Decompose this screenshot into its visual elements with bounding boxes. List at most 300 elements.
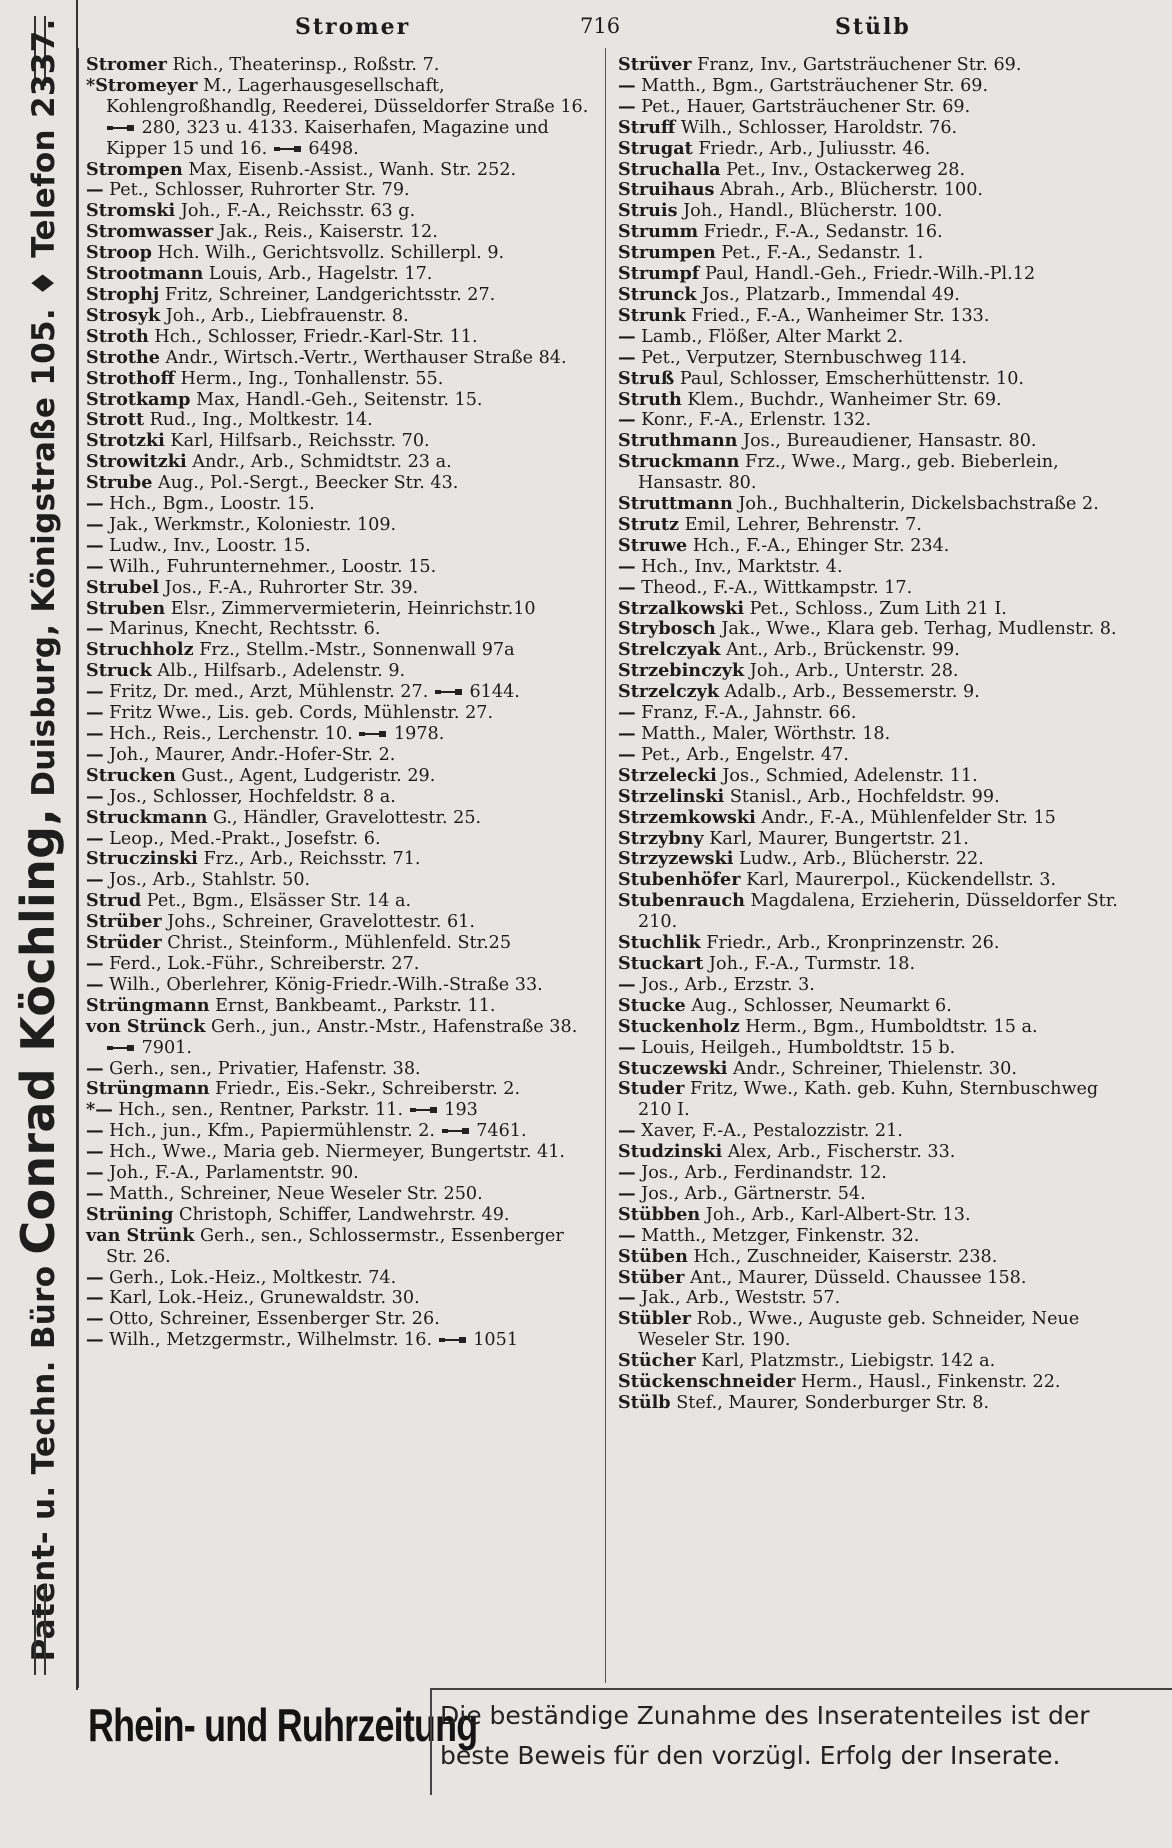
directory-entry	[86, 494, 596, 515]
entry-surname: *—	[86, 1099, 113, 1121]
entry-details: Wilh., Fuhrunternehmer., Loostr. 15.	[103, 556, 437, 577]
entry-surname: —	[618, 555, 636, 577]
entry-details: Frz., Stellm.-Mstr., Sonnenwall 97a	[193, 640, 515, 661]
directory-entry	[86, 599, 596, 620]
directory-entry	[618, 1059, 1133, 1080]
entry-surname: Strüver	[618, 54, 692, 75]
entry-surname: Strophj	[86, 283, 160, 305]
entry-surname: Strzybny	[618, 827, 704, 849]
directory-entry	[86, 410, 596, 431]
directory-entry	[618, 954, 1133, 975]
entry-details: Ludw., Inv., Loostr. 15.	[103, 535, 311, 556]
directory-entry	[618, 97, 1133, 118]
entry-surname: Strüber	[86, 911, 162, 933]
entry-details: Aug., Pol.-Sergt., Beecker Str. 43.	[152, 473, 459, 494]
entry-details: Ant., Maurer, Düsseld. Chaussee 158.	[684, 1267, 1027, 1288]
entry-details: Andr., Arb., Schmidtstr. 23 a.	[186, 452, 452, 473]
entry-details: G., Händler, Gravelottestr. 25.	[207, 807, 482, 828]
entry-surname: —	[86, 179, 104, 201]
entry-details: Jos., Arb., Stahlstr. 50.	[103, 870, 311, 891]
entry-surname: Strüngmann	[86, 994, 210, 1016]
entry-surname: Stücher	[618, 1350, 696, 1372]
entry-surname: Struben	[86, 597, 166, 619]
entry-details: Gerh., Lok.-Heiz., Moltkestr. 74.	[103, 1267, 397, 1288]
directory-entry	[618, 1163, 1133, 1184]
entry-surname: *Stromeyer	[86, 74, 198, 96]
entry-surname: —	[618, 325, 636, 347]
entry-details: Ferd., Lok.-Führ., Schreiberstr. 27.	[103, 953, 420, 974]
directory-entry	[618, 1247, 1133, 1268]
directory-entry	[86, 348, 596, 369]
entry-details: Rud., Ing., Moltkestr. 14.	[144, 410, 373, 431]
entry-details: Abrah., Arb., Blücherstr. 100.	[714, 180, 984, 201]
header-first-entry: Stromer	[295, 14, 411, 40]
phone-number: 6144.	[463, 682, 520, 703]
telephone-receiver-icon	[441, 1126, 471, 1136]
entry-details: Elsr., Zimmervermieterin, Heinrichstr.10	[165, 598, 536, 619]
entry-surname: Stübler	[618, 1308, 692, 1330]
entry-surname: Strowitzki	[86, 451, 187, 473]
entry-details: Friedr., Arb., Kronprinzenstr. 26.	[700, 933, 1000, 954]
entry-details: Andr., Schreiner, Thielenstr. 30.	[727, 1058, 1017, 1079]
directory-entry	[86, 1184, 596, 1205]
footer-line-1: Die beständige Zunahme des Inseratenteiles ist der	[440, 1701, 1090, 1730]
directory-entry	[618, 1184, 1133, 1205]
directory-entry	[618, 536, 1133, 557]
entry-surname: Strzemkowski	[618, 806, 756, 828]
directory-entry	[618, 285, 1133, 306]
entry-surname: —	[618, 723, 636, 744]
entry-details: Joh., Arb., Liebfrauenstr. 8.	[160, 305, 409, 326]
entry-details: Hch. Wilh., Gerichtsvollz. Schillerpl. 9.	[151, 243, 505, 264]
entry-surname: Struthmann	[618, 430, 738, 452]
entry-details: Jak., Arb., Weststr. 57.	[635, 1288, 841, 1309]
entry-details: Pet., Hauer, Gartsträuchener Str. 69.	[635, 96, 971, 117]
directory-entry	[86, 766, 596, 787]
entry-surname: —	[618, 973, 636, 995]
entry-details: M., Lagerhausgesellschaft, Kohlengroßhandlg, Reederei, Düsseldorfer Straße 16.	[106, 75, 589, 117]
directory-entry	[86, 703, 596, 724]
entry-details: Joh., Arb., Unterstr. 28.	[744, 661, 959, 682]
entry-details: Alex, Arb., Fischerstr. 33.	[722, 1142, 956, 1163]
entry-surname: —	[86, 555, 104, 577]
entry-details: Pet., Bgm., Elsässer Str. 14 a.	[141, 891, 412, 912]
entry-details: Gerh., jun., Anstr.-Mstr., Hafenstraße 38.	[205, 1016, 578, 1037]
directory-entry	[86, 724, 596, 745]
directory-entry	[86, 829, 596, 850]
entry-surname: Struckmann	[86, 806, 208, 828]
directory-entry	[618, 327, 1133, 348]
entry-surname: Struff	[618, 116, 676, 138]
entry-details: Max, Handl.-Geh., Seitenstr. 15.	[190, 389, 483, 410]
entry-surname: Strzyzewski	[618, 848, 734, 870]
footer-line-2: beste Beweis für den vorzügl. Erfolg der Inserate.	[440, 1741, 1061, 1770]
entry-details: Friedr., Eis.-Sekr., Schreiberstr. 2.	[209, 1079, 521, 1100]
entry-details: Jos., Schlosser, Hochfeldstr. 8 a.	[103, 786, 396, 807]
directory-entry	[86, 1079, 596, 1100]
entry-surname: Struczinski	[86, 848, 198, 870]
entry-surname: Strüder	[86, 932, 162, 954]
directory-entry	[618, 1288, 1133, 1309]
directory-entry	[618, 745, 1133, 766]
telephone-receiver-icon	[106, 1043, 136, 1053]
directory-entry	[86, 1059, 596, 1080]
entry-surname: Strothoff	[86, 367, 175, 389]
entry-details: Leop., Med.-Prakt., Josefstr. 6.	[103, 828, 381, 849]
entry-details: Aug., Schlosser, Neumarkt 6.	[685, 995, 952, 1016]
directory-entry	[86, 1205, 596, 1226]
entry-details: Lamb., Flößer, Alter Markt 2.	[635, 326, 904, 347]
entry-details: Karl, Maurerpol., Kückendellstr. 3.	[740, 870, 1057, 891]
directory-entry	[86, 264, 596, 285]
directory-entry	[618, 139, 1133, 160]
entry-surname: —	[618, 743, 636, 765]
entry-details: Friedr., F.-A., Sedanstr. 16.	[698, 222, 943, 243]
entry-surname: —	[86, 493, 104, 515]
entry-surname: Strelczyak	[618, 639, 721, 661]
entry-surname: Struck	[86, 660, 152, 682]
entry-surname: Strotzki	[86, 430, 165, 452]
entry-surname: —	[618, 702, 636, 724]
entry-surname: —	[618, 346, 636, 368]
directory-entry	[86, 473, 596, 494]
entry-surname: —	[618, 1224, 636, 1246]
directory-entry	[618, 870, 1133, 891]
directory-entry	[86, 327, 596, 348]
entry-surname: —	[86, 702, 104, 724]
entry-surname: —	[618, 409, 636, 431]
entry-details: Johs., Schreiner, Gravelottestr. 61.	[161, 912, 475, 933]
directory-entry	[618, 787, 1133, 808]
entry-surname: Stüben	[618, 1245, 688, 1267]
directory-entry	[618, 243, 1133, 264]
entry-details: Fritz, Wwe., Kath. geb. Kuhn, Sternbuschweg 210 I.	[638, 1079, 1099, 1121]
entry-surname: Stroth	[86, 325, 149, 347]
directory-entry	[618, 599, 1133, 620]
directory-entry	[618, 201, 1133, 222]
directory-entry	[618, 1309, 1133, 1351]
entry-surname: Strott	[86, 409, 145, 431]
entry-surname: Stubenhöfer	[618, 869, 741, 891]
directory-entry	[86, 390, 596, 411]
directory-entry	[86, 536, 596, 557]
entry-surname: Strotkamp	[86, 388, 191, 410]
telephone-receiver-icon	[434, 687, 464, 697]
phone-number: 193	[438, 1100, 478, 1121]
entry-surname: —	[86, 618, 104, 640]
entry-details: Jos., Platzarb., Immendal 49.	[696, 284, 960, 305]
directory-entry	[618, 55, 1133, 76]
directory-entry	[86, 787, 596, 808]
entry-details: Karl, Hilfsarb., Reichsstr. 70.	[164, 431, 430, 452]
directory-entry	[618, 703, 1133, 724]
entry-details: Karl, Maurer, Bungertstr. 21.	[703, 828, 969, 849]
entry-details: Wilh., Metzgermstr., Wilhelmstr. 16.	[103, 1330, 433, 1351]
entry-surname: Strunck	[618, 283, 697, 305]
directory-entry	[618, 933, 1133, 954]
entry-surname: Stuczewski	[618, 1057, 728, 1079]
entry-surname: —	[86, 513, 104, 535]
entry-surname: —	[86, 1308, 104, 1330]
phone-number: 7461.	[470, 1121, 527, 1142]
entry-details: Jos., F.-A., Ruhrorter Str. 39.	[159, 577, 419, 598]
entry-details: Joh., F.-A., Parlamentstr. 90.	[103, 1163, 359, 1184]
entry-details: Jak., Werkmstr., Koloniestr. 109.	[103, 514, 397, 535]
entry-details: Joh., Buchhalterin, Dickelsbachstraße 2.	[732, 494, 1099, 515]
directory-entry	[86, 1330, 596, 1351]
entry-surname: Stromwasser	[86, 221, 214, 243]
entry-details: Fritz Wwe., Lis. geb. Cords, Mühlenstr. 27.	[103, 703, 494, 724]
entry-details: Theod., F.-A., Wittkampstr. 17.	[635, 577, 913, 598]
entry-surname: —	[86, 1266, 104, 1288]
directory-entry	[86, 682, 596, 703]
entry-surname: Strucken	[86, 764, 176, 786]
entry-details: Friedr., Arb., Juliusstr. 46.	[692, 138, 931, 159]
phone-number: 7901.	[136, 1037, 192, 1058]
directory-entry	[618, 160, 1133, 181]
entry-surname: Stromer	[86, 54, 167, 75]
entry-surname: Strube	[86, 472, 153, 494]
entry-surname: Strzalkowski	[618, 597, 745, 619]
right-column	[618, 55, 1133, 1414]
directory-entry	[618, 118, 1133, 139]
directory-entry	[618, 264, 1133, 285]
directory-entry	[86, 369, 596, 390]
entry-details: Wilh., Schlosser, Haroldstr. 76.	[675, 117, 958, 138]
entry-details: Klem., Buchdr., Wanheimer Str. 69.	[681, 389, 1002, 410]
directory-entry	[86, 849, 596, 870]
directory-entry	[618, 808, 1133, 829]
directory-entry	[86, 933, 596, 954]
directory-entry	[86, 160, 596, 181]
entry-details: Louis, Heilgeh., Humboldtstr. 15 b.	[635, 1037, 956, 1058]
entry-surname: Struttmann	[618, 493, 733, 515]
entry-details: Joh., Handl., Blücherstr. 100.	[677, 201, 943, 222]
directory-entry	[618, 1079, 1133, 1121]
entry-surname: —	[86, 1182, 104, 1204]
entry-surname: von Strünck	[86, 1015, 206, 1037]
directory-entry	[618, 306, 1133, 327]
entry-surname: Strud	[86, 890, 142, 912]
entry-details: Gerh., sen., Privatier, Hafenstr. 38.	[103, 1058, 421, 1079]
entry-surname: Struihaus	[618, 179, 715, 201]
directory-entry	[618, 180, 1133, 201]
directory-entry	[618, 1017, 1133, 1038]
entry-surname: Strunk	[618, 304, 686, 326]
directory-entry	[86, 619, 596, 640]
entry-details: Jos., Arb., Ferdinandstr. 12.	[635, 1163, 887, 1184]
entry-surname: Stroop	[86, 242, 152, 264]
entry-details: Hch., Wwe., Maria geb. Niermeyer, Bungertstr. 41.	[103, 1142, 566, 1163]
entry-surname: —	[618, 1120, 636, 1142]
entry-surname: —	[618, 1182, 636, 1204]
entry-surname: Strüning	[86, 1203, 174, 1225]
entry-surname: Struis	[618, 200, 678, 222]
entry-details: Frz., Arb., Reichsstr. 71.	[197, 849, 421, 870]
entry-details: Pet., Arb., Engelstr. 47.	[635, 744, 849, 765]
telephone-receiver-icon	[438, 1335, 468, 1345]
entry-details: Gust., Agent, Ludgeristr. 29.	[175, 765, 436, 786]
directory-entry	[86, 1017, 596, 1059]
directory-entry	[618, 975, 1133, 996]
left-column	[86, 55, 596, 1351]
directory-entry	[618, 76, 1133, 97]
directory-entry	[618, 369, 1133, 390]
entry-details: Konr., F.-A., Erlenstr. 132.	[635, 410, 872, 431]
entry-surname: Stuckart	[618, 952, 704, 974]
entry-details: Hch., Zuschneider, Kaiserstr. 238.	[687, 1246, 998, 1267]
entry-details: Pet., Inv., Ostackerweg 28.	[720, 159, 966, 180]
directory-entry	[86, 745, 596, 766]
entry-surname: —	[618, 1287, 636, 1309]
directory-entry	[618, 891, 1133, 933]
directory-entry	[86, 76, 596, 160]
entry-surname: Struwe	[618, 534, 688, 556]
footer-slogan	[440, 1696, 1160, 1776]
entry-details: Hch., sen., Rentner, Parkstr. 11.	[112, 1100, 404, 1121]
directory-entry	[618, 1268, 1133, 1289]
entry-surname: Studzinski	[618, 1141, 723, 1163]
entry-details: Xaver, F.-A., Pestalozzistr. 21.	[635, 1121, 903, 1142]
entry-surname: —	[86, 869, 104, 891]
entry-surname: —	[86, 973, 104, 995]
entry-surname: Stückenschneider	[618, 1371, 796, 1393]
entry-details: Pet., Verputzer, Sternbuschweg 114.	[635, 347, 967, 368]
entry-surname: —	[618, 95, 636, 117]
directory-entry	[86, 1226, 596, 1268]
entry-surname: Struchholz	[86, 639, 194, 661]
phone-number: 280, 323 u. 4133.	[136, 117, 299, 138]
directory-entry	[618, 494, 1133, 515]
entry-details: Herm., Ing., Tonhallenstr. 55.	[174, 368, 444, 389]
directory-entry	[86, 55, 596, 76]
entry-surname: Struth	[618, 388, 682, 410]
directory-entry	[86, 452, 596, 473]
directory-entry	[618, 996, 1133, 1017]
entry-surname: van Strünk	[86, 1224, 195, 1246]
entry-details: Pet., F.-A., Sedanstr. 1.	[715, 243, 924, 264]
entry-surname: Stüber	[618, 1266, 685, 1288]
entry-details: Jos., Schmied, Adelenstr. 11.	[716, 765, 978, 786]
directory-entry	[618, 578, 1133, 599]
entry-details: Louis, Arb., Hagelstr. 17.	[203, 264, 433, 285]
entry-surname: —	[86, 681, 104, 703]
entry-surname: —	[86, 534, 104, 556]
entry-details: Karl, Platzmstr., Liebigstr. 142 a.	[695, 1351, 996, 1372]
entry-details: Adalb., Arb., Bessemerstr. 9.	[719, 682, 980, 703]
entry-details: Andr., Wirtsch.-Vertr., Werthauser Straße 84.	[159, 347, 567, 368]
entry-details: Pet., Schlosser, Ruhrorter Str. 79.	[103, 180, 410, 201]
directory-entry	[86, 1163, 596, 1184]
entry-details: Emil, Lehrer, Behrenstr. 7.	[679, 514, 922, 535]
directory-entry	[86, 912, 596, 933]
entry-details-extra: Kaiserhafen, Magazine und Kipper 15 und 16.	[106, 117, 549, 159]
entry-details: Rich., Theaterinsp., Roßstr. 7.	[166, 55, 440, 75]
directory-entry	[86, 808, 596, 829]
directory-entry	[86, 1309, 596, 1330]
entry-details: Max, Eisenb.-Assist., Wanh. Str. 252.	[182, 159, 517, 180]
entry-surname: Strutz	[618, 513, 680, 535]
side-ad-text	[11, 18, 65, 1661]
directory-entry	[618, 766, 1133, 787]
entry-surname: —	[86, 1162, 104, 1184]
directory-entry	[86, 996, 596, 1017]
entry-surname: —	[86, 952, 104, 974]
telephone-receiver-icon	[409, 1105, 439, 1115]
entry-details: Paul, Handl.-Geh., Friedr.-Wilh.-Pl.12	[699, 264, 1036, 285]
entry-details: Marinus, Knecht, Rechtsstr. 6.	[103, 619, 381, 640]
page-header	[80, 8, 1152, 44]
entry-surname: Struchalla	[618, 158, 721, 180]
entry-surname: Strzelinski	[618, 785, 725, 807]
directory-entry	[86, 954, 596, 975]
entry-details: Ludw., Arb., Blücherstr. 22.	[733, 849, 984, 870]
entry-surname: Strüngmann	[86, 1078, 210, 1100]
entry-surname: Stülb	[618, 1392, 671, 1413]
entry-details: Pet., Schloss., Zum Lith 21 I.	[744, 598, 1007, 619]
entry-surname: Stucke	[618, 994, 686, 1016]
directory-entry	[86, 180, 596, 201]
phone-number: 1051	[467, 1330, 519, 1351]
entry-surname: Strumpf	[618, 263, 700, 285]
entry-details: Hch., Reis., Lerchenstr. 10.	[103, 724, 353, 744]
entry-details: Joh., Arb., Karl-Albert-Str. 13.	[700, 1204, 971, 1225]
entry-details: Karl, Lok.-Heiz., Grunewaldstr. 30.	[103, 1288, 420, 1309]
newspaper-logo: Rhein- und Ruhrzeitung	[88, 1699, 478, 1751]
directory-entry	[618, 348, 1133, 369]
directory-entry	[86, 515, 596, 536]
entry-details: Alb., Hilfsarb., Adelenstr. 9.	[151, 661, 406, 682]
entry-details: Wilh., Oberlehrer, König-Friedr.-Wilh.-Straße 33.	[103, 974, 543, 995]
directory-entry	[618, 661, 1133, 682]
entry-details: Fried., F.-A., Wanheimer Str. 133.	[685, 305, 990, 326]
directory-entry	[618, 410, 1133, 431]
entry-surname: Struckmann	[618, 451, 740, 473]
phone-number: 6498.	[302, 138, 359, 159]
entry-details: Stef., Maurer, Sonderburger Str. 8.	[670, 1393, 990, 1413]
directory-entry	[86, 1268, 596, 1289]
entry-details: Stanisl., Arb., Hochfeldstr. 99.	[724, 786, 1000, 807]
entry-details: Jak., Wwe., Klara geb. Terhag, Mudlenstr. 8.	[715, 619, 1117, 640]
entry-surname: Strybosch	[618, 618, 716, 640]
directory-entry	[86, 640, 596, 661]
entry-details: Franz, Inv., Gartsträuchener Str. 69.	[691, 55, 1022, 75]
entry-details: Rob., Wwe., Auguste geb. Schneider, Neue Weseler Str. 190.	[638, 1309, 1080, 1351]
entry-surname: Strompen	[86, 158, 183, 180]
entry-surname: —	[86, 1329, 104, 1351]
entry-surname: Stubenrauch	[618, 890, 745, 912]
entry-surname: Strzelczyk	[618, 681, 720, 703]
directory-entry	[618, 829, 1133, 850]
directory-entry	[86, 222, 596, 243]
entry-surname: Strothe	[86, 346, 160, 368]
directory-entry	[618, 682, 1133, 703]
directory-entry	[618, 431, 1133, 452]
entry-details: Andr., F.-A., Mühlenfelder Str. 15	[755, 807, 1056, 828]
directory-entry	[618, 1226, 1133, 1247]
directory-entry	[86, 891, 596, 912]
entry-surname: —	[618, 1162, 636, 1184]
column-divider	[605, 48, 606, 1683]
entry-details: Jak., Reis., Kaiserstr. 12.	[213, 222, 438, 243]
entry-surname: Strzebinczyk	[618, 660, 745, 682]
entry-surname: Strosyk	[86, 304, 161, 326]
entry-details: Paul, Schlosser, Emscherhüttenstr. 10.	[674, 368, 1024, 389]
entry-details: Matth., Schreiner, Neue Weseler Str. 250.	[103, 1183, 483, 1204]
entry-details: Herm., Bgm., Humboldtstr. 15 a.	[739, 1016, 1038, 1037]
directory-entry	[618, 1142, 1133, 1163]
directory-entry	[618, 1372, 1133, 1393]
